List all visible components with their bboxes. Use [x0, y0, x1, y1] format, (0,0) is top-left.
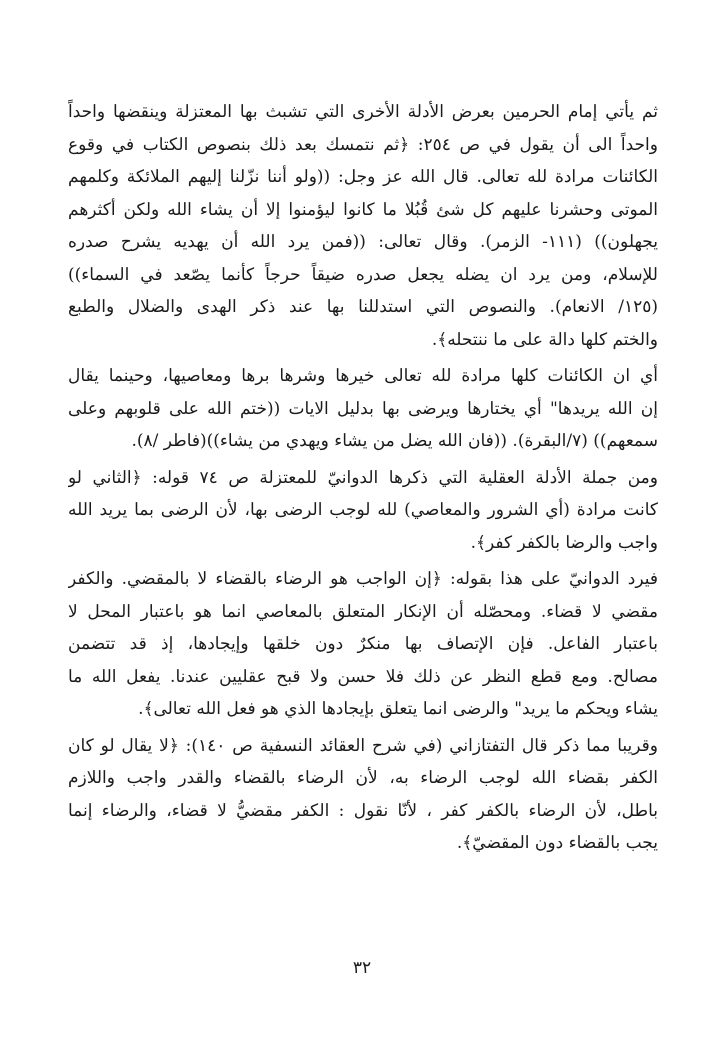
paragraph-3 [68, 462, 658, 560]
text-line: يجب بالقضاء دون المقضيّ﴾. [456, 833, 658, 853]
text-line: الكائنات مرادة لله تعالى. قال الله عز وجل: ((ولو أننا نزّلنا إليهم الملائكة وكلمهم [68, 167, 658, 187]
text-line: فيرد الدوانيّ على هذا بقوله: ﴿إن الواجب هو الرضاء بالقضاء لا بالمقضي. والكفر [68, 569, 658, 589]
text-line: ومن جملة الأدلة العقلية التي ذكرها الدوانيّ للمعتزلة ص ٧٤ قوله: ﴿الثاني لو [68, 467, 658, 488]
paragraph-4 [68, 563, 658, 726]
text-line: للإسلام، ومن يرد ان يضله يجعل صدره ضيقاً حرجاً كأنما يصّعد في السماء)) [68, 264, 658, 285]
paragraph-1 [68, 96, 658, 356]
text-line: مصالح. ومع قطع النظر عن ذلك فلا حسن ولا قبح عقليين عندنا. يفعل الله ما [68, 666, 658, 687]
text-line: الموتى وحشرنا عليهم كل شئ قُبُلا ما كانوا ليؤمنوا إلا أن يشاء الله ولكن أكثرهم [68, 199, 658, 220]
page-number: ٣٢ [352, 958, 372, 978]
text-line: مقضي لا قضاء. ومحصّله أن الإنكار المتعلق بالمعاصي انما هو باعتبار المحل لا [68, 601, 658, 622]
text-line: والختم كلها دالة على ما ننتحله﴾. [431, 329, 658, 350]
text-line: كانت مرادة (أي الشرور والمعاصي) لله لوجب الرضى بها، لأن الرضى بما يريد الله [68, 500, 658, 520]
text-line: إن الله يريدها" أي يختارها ويرضى بها بدليل الايات ((ختم الله على قلوبهم وعلى [68, 398, 658, 419]
text-line: باعتبار الفاعل. فإن الإتصاف بها منكرٌ دون خلقها وإيجادها، إذ قد تتضمن [68, 634, 658, 654]
text-line: وقريبا مما ذكر قال التفتازاني (في شرح العقائد النسفية ص ١٤٠): ﴿لا يقال لو كان [68, 735, 658, 756]
text-line: سمعهم)) (٧/البقرة). ((فان الله يضل من يشاء ويهدي من يشاء))(فاطر /٨). [131, 431, 658, 451]
paragraph-5 [68, 730, 658, 860]
text-line: ثم يأتي إمام الحرمين بعرض الأدلة الأخرى التي تشبث بها المعتزلة وينقضها واحداً [68, 102, 658, 122]
text-line: يشاء ويحكم ما يريد" والرضى انما يتعلق بإيجادها الذي هو فعل الله تعالى﴾. [138, 699, 658, 719]
text-line: يجهلون)) (١١١- الزمر). وقال تعالى: ((فمن يرد الله أن يهديه يشرح صدره [68, 232, 658, 252]
text-line: واحداً الى أن يقول في ص ٢٥٤: ﴿ثم نتمسك بعد ذلك بنصوص الكتاب في وقوع [68, 134, 658, 155]
text-line: باطل، لأن الرضاء بالكفر كفر ، لأنّا نقول : الكفر مقضيُّ لا قضاء، والرضاء إنما [68, 800, 658, 821]
text-line: أي ان الكائنات كلها مرادة لله تعالى خيرها وشرها برها ومعاصيها، وحينما يقال [68, 366, 658, 386]
text-line: الكفر بقضاء الله لوجب الرضاء به، لأن الرضاء بالقضاء والقدر واجب واللازم [68, 768, 658, 788]
text-line: واجب والرضا بالكفر كفر﴾. [470, 532, 658, 553]
page-body [68, 96, 658, 860]
text-line: (١٢٥/ الانعام). والنصوص التي استدللنا بها عند ذكر الهدى والضلال والطبع [68, 297, 658, 317]
paragraph-2 [68, 360, 658, 458]
